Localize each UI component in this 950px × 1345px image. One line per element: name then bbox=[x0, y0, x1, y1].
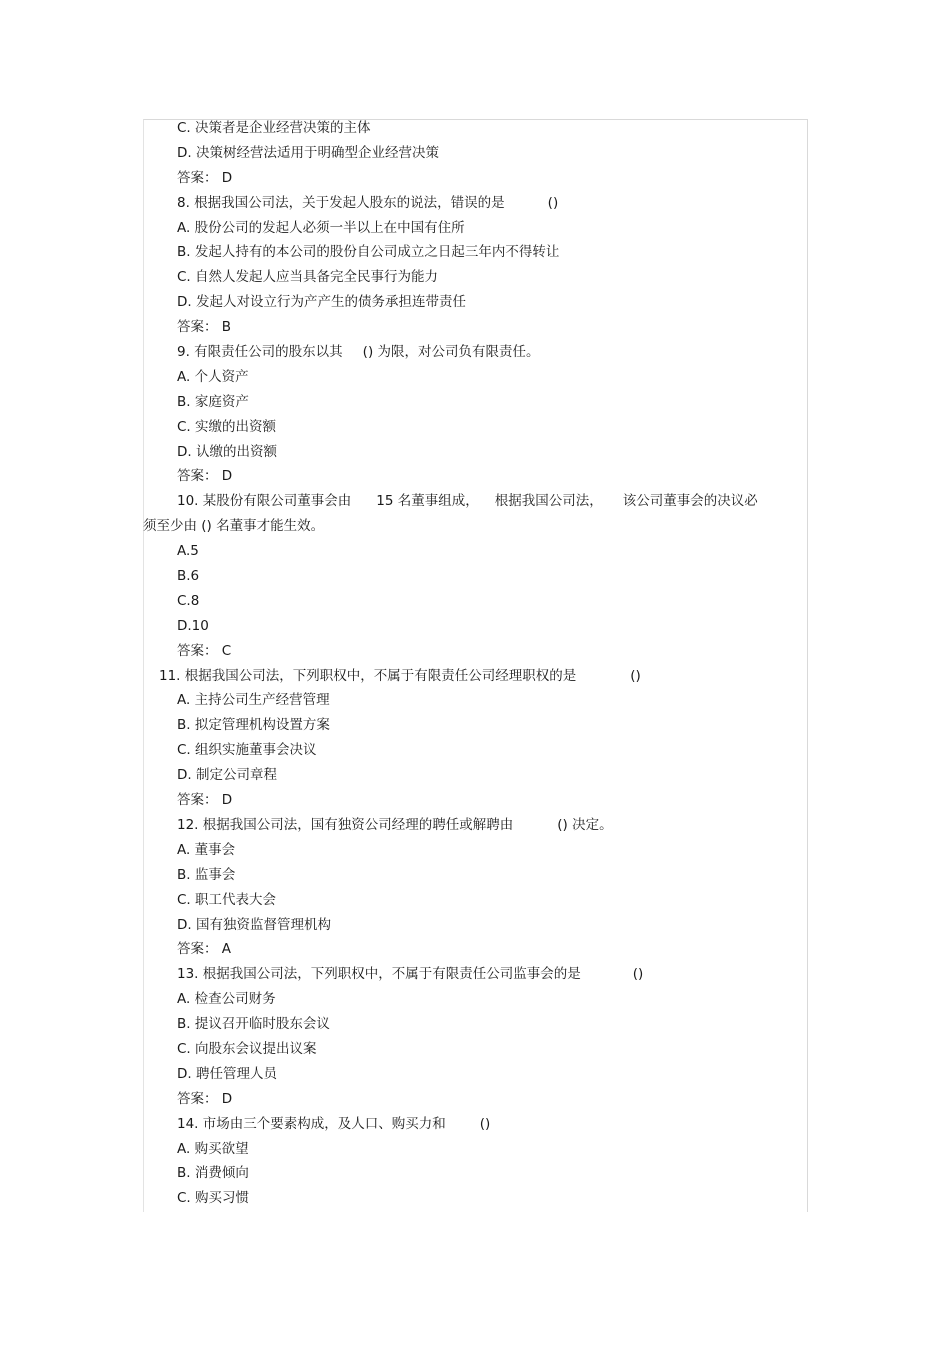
option-b-q9: B. 家庭资产 bbox=[177, 393, 249, 410]
question-13-text: 13. 根据我国公司法，下列职权中，不属于有限责任公司监事会的是 bbox=[177, 966, 581, 983]
question-11-blank: () bbox=[630, 667, 641, 684]
option-d-q12: D. 国有独资监督管理机构 bbox=[177, 916, 331, 933]
answer-q8: 答案： B bbox=[177, 319, 232, 336]
option-c-q9: C. 实缴的出资额 bbox=[177, 418, 277, 435]
question-10-part-a: 15 名董事组成， bbox=[376, 493, 479, 510]
question-12 bbox=[143, 813, 803, 838]
question-9 bbox=[143, 340, 803, 365]
question-13 bbox=[143, 962, 803, 987]
question-12-text: 12. 根据我国公司法，国有独资公司经理的聘任或解聘由 bbox=[177, 816, 514, 833]
option-c-q10: C.8 bbox=[177, 592, 200, 609]
question-12-tail: () 决定。 bbox=[557, 816, 613, 833]
option-d-q9: D. 认缴的出资额 bbox=[177, 443, 277, 460]
document-content bbox=[143, 116, 803, 1211]
option-a-q12: A. 董事会 bbox=[177, 841, 236, 858]
option-c-q7: C. 决策者是企业经营决策的主体 bbox=[177, 120, 371, 136]
question-13-blank: () bbox=[632, 966, 644, 983]
option-b-q14: B. 消费倾向 bbox=[177, 1165, 249, 1182]
option-d-q10: D.10 bbox=[177, 617, 209, 634]
answer-q12: 答案： A bbox=[177, 941, 232, 958]
answer-q7: 答案： D bbox=[177, 169, 233, 186]
question-9-tail: () 为限，对公司负有限责任。 bbox=[362, 344, 540, 361]
question-8-blank: () bbox=[547, 194, 559, 211]
option-a-q14: A. 购买欲望 bbox=[177, 1140, 249, 1157]
option-b-q11: B. 拟定管理机构设置方案 bbox=[177, 717, 330, 734]
answer-q13: 答案： D bbox=[177, 1090, 233, 1107]
option-d-q11: D. 制定公司章程 bbox=[177, 767, 277, 784]
question-10-part-b: 根据我国公司法， bbox=[494, 493, 603, 510]
option-c-q8: C. 自然人发起人应当具备完全民事行为能力 bbox=[177, 269, 439, 286]
option-d-q8: D. 发起人对设立行为产产生的债务承担连带责任 bbox=[177, 294, 466, 311]
option-a-q13: A. 检查公司财务 bbox=[177, 991, 276, 1008]
option-b-q12: B. 监事会 bbox=[177, 866, 236, 883]
option-b-q10: B.6 bbox=[177, 568, 200, 585]
option-a-q8: A. 股份公司的发起人必须一半以上在中国有住所 bbox=[177, 219, 465, 236]
question-10 bbox=[143, 489, 803, 514]
answer-q9: 答案： D bbox=[177, 468, 233, 485]
question-14 bbox=[143, 1112, 803, 1137]
question-10-text: 10. 某股份有限公司董事会由 bbox=[177, 493, 352, 510]
option-b-q8: B. 发起人持有的本公司的股份自公司成立之日起三年内不得转让 bbox=[177, 244, 560, 261]
question-9-text: 9. 有限责任公司的股东以其 bbox=[177, 344, 343, 361]
option-c-q14: C. 购买习惯 bbox=[177, 1190, 250, 1207]
answer-q10: 答案： C bbox=[177, 642, 232, 659]
question-8 bbox=[143, 191, 803, 216]
option-c-q12: C. 职工代表大会 bbox=[177, 891, 277, 908]
question-14-text: 14. 市场由三个要素构成，及人口、购买力和 bbox=[177, 1115, 446, 1132]
option-a-q9: A. 个人资产 bbox=[177, 368, 249, 385]
option-c-q13: C. 向股东会议提出议案 bbox=[177, 1040, 317, 1057]
question-10-continued: 须至少由 () 名董事才能生效。 bbox=[143, 518, 325, 535]
option-b-q13: B. 提议召开临时股东会议 bbox=[177, 1016, 330, 1033]
option-d-q13: D. 聘任管理人员 bbox=[177, 1065, 277, 1082]
option-a-q11: A. 主持公司生产经营管理 bbox=[177, 692, 330, 709]
option-d-q7: D. 决策树经营法适用于明确型企业经营决策 bbox=[177, 144, 439, 161]
question-11 bbox=[143, 664, 803, 689]
question-11-text: 11. 根据我国公司法，下列职权中，不属于有限责任公司经理职权的是 bbox=[159, 667, 577, 684]
option-c-q11: C. 组织实施董事会决议 bbox=[177, 742, 317, 759]
question-10-part-c: 该公司董事会的决议必 bbox=[622, 493, 758, 510]
option-a-q10: A.5 bbox=[177, 543, 199, 560]
question-8-text: 8. 根据我国公司法，关于发起人股东的说法，错误的是 bbox=[177, 194, 505, 211]
answer-q11: 答案： D bbox=[177, 792, 233, 809]
question-14-blank: () bbox=[479, 1115, 491, 1132]
